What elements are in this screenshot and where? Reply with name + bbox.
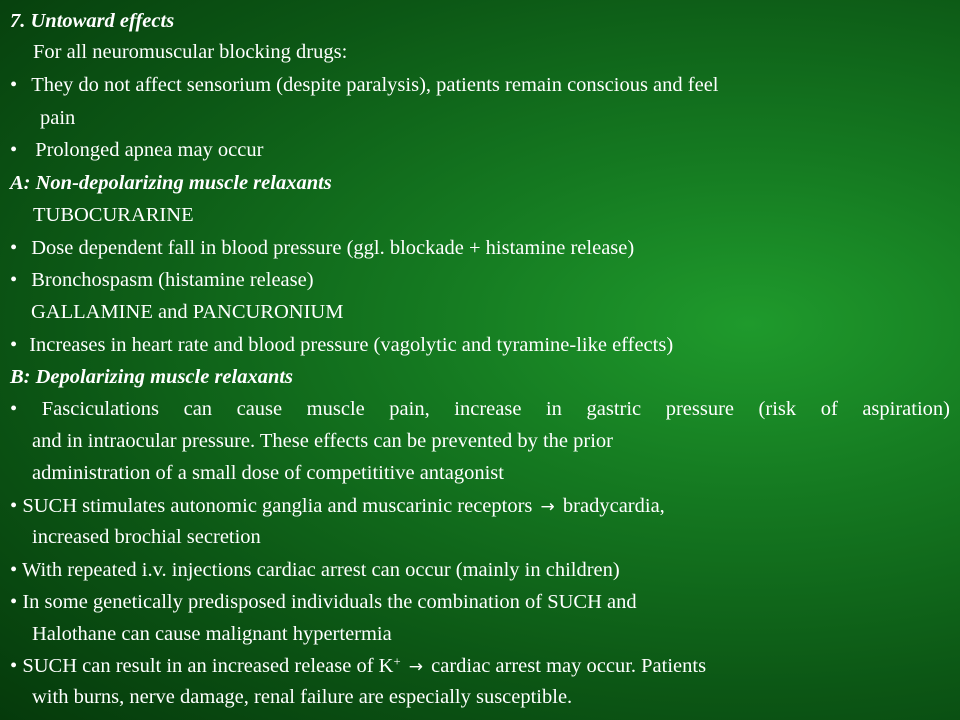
bullet: •	[10, 655, 18, 677]
gallamine-bullet-1-text: Increases in heart rate and blood pressure (vagolytic and tyramine-like effects)	[29, 334, 674, 356]
section-b-heading: B: Depolarizing muscle relaxants	[10, 366, 294, 388]
heading-untoward-effects: 7. Untoward effects	[10, 10, 175, 32]
bullet: •	[10, 269, 18, 291]
depolarizing-bullet-2	[10, 491, 665, 521]
depolarizing-bullet-4-text: In some genetically predisposed individuals the combination of SUCH and	[22, 591, 637, 613]
depolarizing-bullet-5-cont: with burns, nerve damage, renal failure are especially susceptible.	[32, 686, 573, 708]
depolarizing-bullet-1-cont-1: and in intraocular pressure. These effects can be prevented by the prior	[32, 430, 613, 452]
general-bullet-1-text: They do not affect sensorium (despite paralysis), patients remain conscious and feel	[31, 74, 719, 96]
general-bullet-2	[10, 135, 263, 165]
bullet: •	[10, 334, 18, 356]
bullet: •	[10, 559, 18, 581]
depolarizing-bullet-2-text-post: bradycardia,	[562, 495, 665, 517]
bullet: •	[10, 495, 18, 517]
depolarizing-bullet-5-text-post: cardiac arrest may occur. Patients	[431, 655, 707, 677]
depolarizing-bullet-1	[10, 394, 950, 424]
general-bullet-2-text: Prolonged apnea may occur	[35, 139, 264, 161]
depolarizing-bullet-5	[10, 651, 706, 681]
bullet: •	[10, 74, 18, 96]
tubocurarine-bullet-1	[10, 233, 634, 263]
depolarizing-bullet-4-cont: Halothane can cause malignant hypertermia	[32, 623, 392, 645]
depolarizing-bullet-3-text: With repeated i.v. injections cardiac arrest can occur (mainly in children)	[21, 559, 620, 581]
depolarizing-bullet-2-cont: increased brochial secretion	[32, 526, 261, 548]
potassium-superscript: +	[393, 654, 401, 669]
drug-gallamine-pancuronium: GALLAMINE and PANCURONIUM	[31, 301, 344, 323]
arrow-icon: →	[540, 497, 555, 517]
depolarizing-bullet-2-text-pre: SUCH stimulates autonomic ganglia and muscarinic receptors	[22, 495, 533, 517]
tubocurarine-bullet-2	[10, 265, 314, 295]
intro-all-drugs: For all neuromuscular blocking drugs:	[33, 41, 348, 63]
arrow-icon: →	[408, 657, 424, 677]
bullet: •	[10, 139, 18, 161]
bullet: •	[10, 237, 18, 259]
gallamine-bullet-1	[10, 330, 673, 360]
general-bullet-1	[10, 70, 719, 100]
depolarizing-bullet-4	[10, 587, 637, 617]
depolarizing-bullet-5-text-pre: SUCH can result in an increased release of K	[22, 655, 394, 677]
bullet: •	[10, 591, 18, 613]
drug-tubocurarine: TUBOCURARINE	[33, 204, 194, 226]
tubocurarine-bullet-2-text: Bronchospasm (histamine release)	[31, 269, 314, 291]
depolarizing-bullet-3	[10, 555, 620, 585]
section-a-heading: A: Non-depolarizing muscle relaxants	[10, 172, 332, 194]
depolarizing-bullet-1-text: Fasciculations can cause muscle pain, increase in gastric pressure (risk of aspiration)	[41, 398, 950, 420]
bullet: •	[10, 398, 18, 420]
general-bullet-1-cont: pain	[40, 107, 76, 129]
depolarizing-bullet-1-cont-2: administration of a small dose of competititive antagonist	[32, 462, 504, 484]
tubocurarine-bullet-1-text: Dose dependent fall in blood pressure (ggl. blockade + histamine release)	[31, 237, 635, 259]
